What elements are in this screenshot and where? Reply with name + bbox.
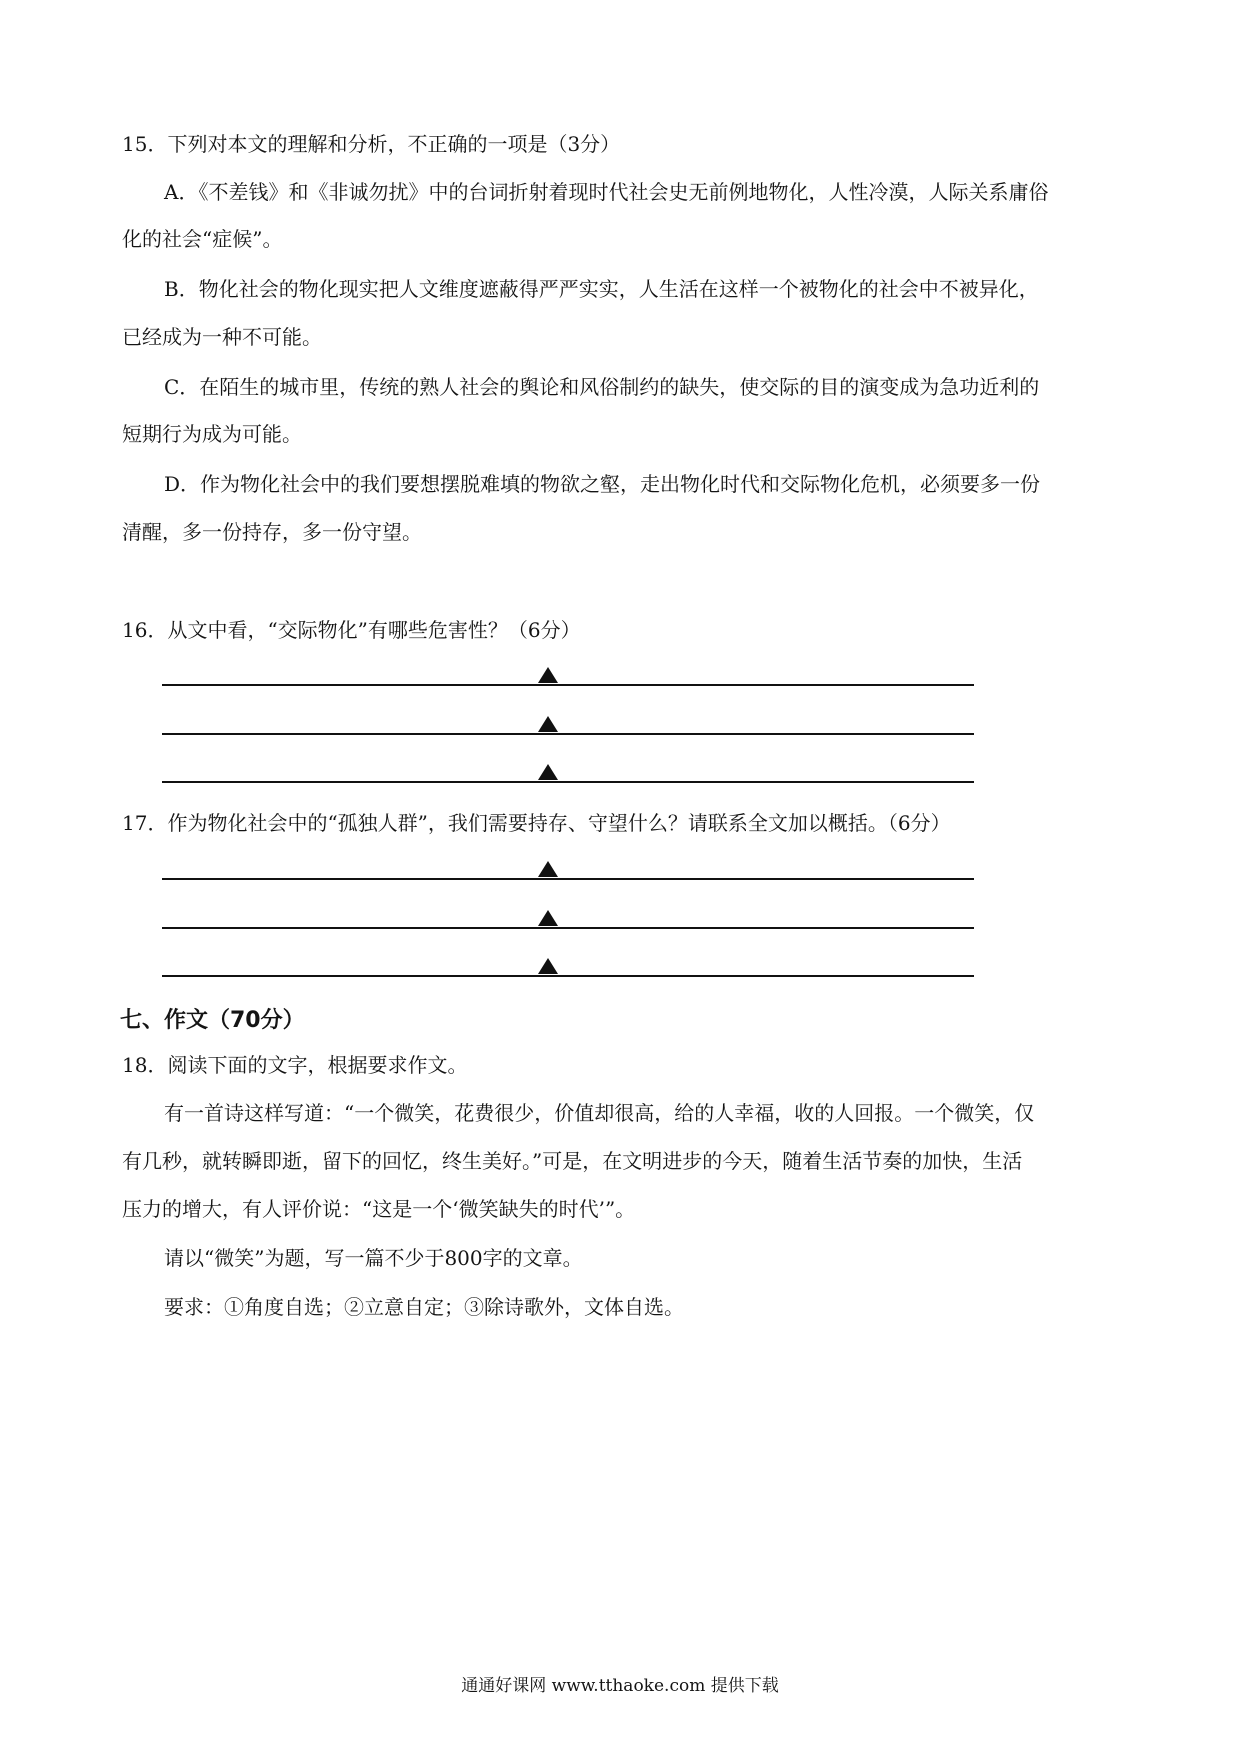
answer-line[interactable] <box>162 733 974 735</box>
question-17-stem: 17．作为物化社会中的“孤独人群”，我们需要持存、守望什么？请联系全文加以概括。（6分） <box>122 811 951 835</box>
question-15-option-c-line1: C．在陌生的城市里，传统的熟人社会的舆论和风俗制约的缺失，使交际的目的演变成为急功近利的 <box>164 375 1040 399</box>
answer-line[interactable] <box>162 927 974 929</box>
question-15-option-a-line2: 化的社会“症候”。 <box>122 227 283 251</box>
page-footer: 通通好课网 www.tthaoke.com 提供下载 <box>461 1676 779 1696</box>
question-15-option-c-line2: 短期行为成为可能。 <box>122 422 302 446</box>
answer-blank-triangle-icon <box>538 667 558 683</box>
question-16-stem: 16．从文中看，“交际物化”有哪些危害性？（6分） <box>122 618 581 642</box>
answer-blank-triangle-icon <box>538 958 558 974</box>
question-15-option-d-line1: D．作为物化社会中的我们要想摆脱难填的物欲之壑，走出物化时代和交际物化危机，必须要多一份 <box>164 472 1041 496</box>
question-18-paragraph-line1: 有一首诗这样写道：“一个微笑，花费很少，价值却很高，给的人幸福，收的人回报。一个微笑，仅 <box>164 1101 1035 1125</box>
answer-line[interactable] <box>162 684 974 686</box>
answer-blank-triangle-icon <box>538 716 558 732</box>
answer-blank-triangle-icon <box>538 861 558 877</box>
question-15-option-d-line2: 清醒，多一份持存，多一份守望。 <box>122 520 422 544</box>
answer-line[interactable] <box>162 975 974 977</box>
answer-blank-triangle-icon <box>538 910 558 926</box>
question-18-paragraph-line3: 压力的增大，有人评价说：“这是一个‘微笑缺失的时代’”。 <box>122 1197 636 1221</box>
question-18-prompt: 请以“微笑”为题，写一篇不少于800字的文章。 <box>164 1246 583 1270</box>
question-18-requirements: 要求：①角度自选；②立意自定；③除诗歌外，文体自选。 <box>164 1295 684 1319</box>
section-heading: 七、作文（70分） <box>120 1008 305 1033</box>
question-15-option-b-line2: 已经成为一种不可能。 <box>122 325 322 349</box>
question-15-option-a-line1: A．《不差钱》和《非诚勿扰》中的台词折射着现时代社会史无前例地物化，人性冷漠，人际关系庸俗 <box>164 180 1049 204</box>
answer-line[interactable] <box>162 781 974 783</box>
question-15-option-b-line1: B．物化社会的物化现实把人文维度遮蔽得严严实实，人生活在这样一个被物化的社会中不被异化， <box>164 277 1039 301</box>
question-15-stem: 15．下列对本文的理解和分析，不正确的一项是（3分） <box>122 132 621 156</box>
question-18-stem: 18．阅读下面的文字，根据要求作文。 <box>122 1053 468 1077</box>
answer-blank-triangle-icon <box>538 764 558 780</box>
question-18-paragraph-line2: 有几秒，就转瞬即逝，留下的回忆，终生美好。”可是，在文明进步的今天，随着生活节奏的加快，生活 <box>122 1149 1023 1173</box>
answer-line[interactable] <box>162 878 974 880</box>
